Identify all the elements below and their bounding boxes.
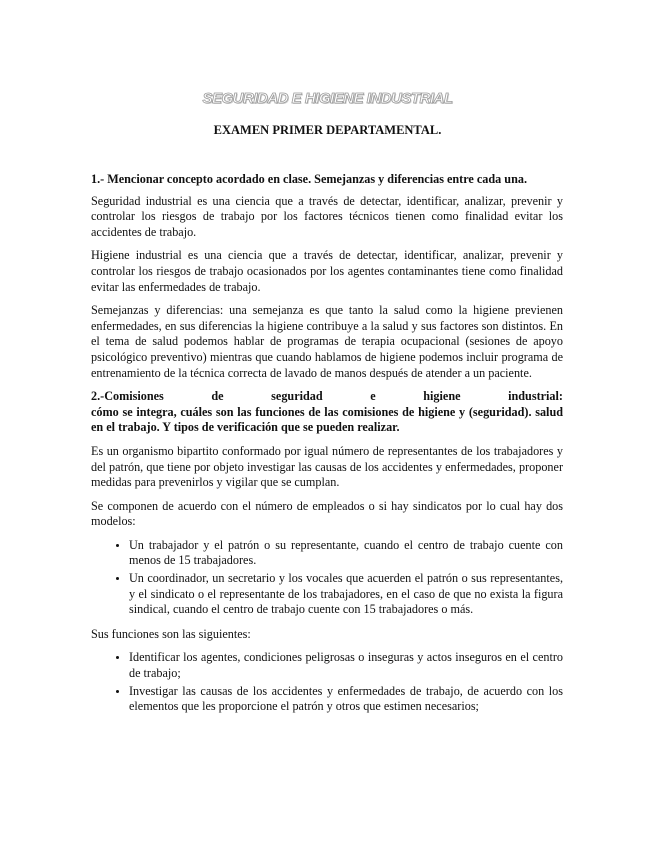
paragraph-organismo: Es un organismo bipartito conformado por igual número de representantes de los trabajadores y del patrón, que tiene por objeto investigar las causas de los accidentes y enfermedades, proponer medidas para prevenirlos y vigilar que se cumplan. (91, 443, 563, 490)
paragraph-componen: Se componen de acuerdo con el número de empleados o si hay sindicatos por lo cual hay dos modelos: (91, 498, 563, 529)
question-2-rest: cómo se integra, cuáles son las funciones de las comisiones de higiene y (seguridad). salud en el trabajo. Y tipos de verificación que se pueden realizar. (91, 404, 563, 435)
exam-subtitle: EXAMEN PRIMER DEPARTAMENTAL. (213, 123, 442, 137)
paragraph-seguridad: Seguridad industrial es una ciencia que a través de detectar, identificar, analizar, prevenir y controlar los riesgos de trabajo por los factores técnicos tienen como finalidad evitar los accidentes de trabajo. (91, 193, 563, 239)
question-2-word: seguridad (271, 389, 323, 404)
document-body (91, 172, 563, 724)
models-list (91, 538, 563, 618)
document-title: SEGURIDAD E HIGIENE INDUSTRIAL (202, 90, 453, 107)
question-2-word: higiene (423, 389, 461, 404)
paragraph-semejanzas: Semejanzas y diferencias: una semejanza es que tanto la salud como la higiene previenen enfermedades, en sus diferencias la higiene contribuye a la salud y sus factores son distintos. En el tema de salud podemos hablar de programas de terapia ocupacional (sesiones de apoyo psicológico preventivo) mientras que cuando hablamos de higiene podemos incluir programa de entrenamiento de la técnica correcta de lavado de manos después de atender a un paciente. (91, 303, 563, 380)
question-2 (91, 389, 563, 436)
list-item: • Un coordinador, un secretario y los vocales que acuerden el patrón o sus representantes, y el sindicato o el representante de los trabajadores, en el caso de que no exista la figura sindical, cuando el centro de trabajo cuente con 15 trabajadores o más. (129, 571, 563, 618)
list-item: • Un trabajador y el patrón o su representante, cuando el centro de trabajo cuente con menos de 15 trabajadores. (129, 538, 563, 569)
question-1: 1.- Mencionar concepto acordado en clase. Semejanzas y diferencias entre cada una. (91, 172, 527, 186)
paragraph-higiene: Higiene industrial es una ciencia que a través de detectar, identificar, analizar, prevenir y controlar los riesgos de trabajo ocasionados por los agentes contaminantes tiene como finalidad evitar las enfermedades de trabajo. (91, 248, 563, 294)
question-2-first-line (91, 389, 563, 405)
paragraph-funciones: Sus funciones son las siguientes: (91, 626, 251, 641)
question-2-word: industrial: (508, 389, 563, 404)
question-2-word: de (211, 389, 224, 404)
functions-list (91, 650, 563, 714)
list-item: • Investigar las causas de los accidentes y enfermedades de trabajo, de acuerdo con los elementos que les proporcione el patrón y otros que estimen necesarios; (129, 684, 563, 715)
question-2-word: e (370, 389, 376, 404)
list-item: • Identificar los agentes, condiciones peligrosas o inseguras y actos inseguros en el centro de trabajo; (129, 650, 563, 681)
question-2-word: 2.-Comisiones (91, 389, 164, 404)
